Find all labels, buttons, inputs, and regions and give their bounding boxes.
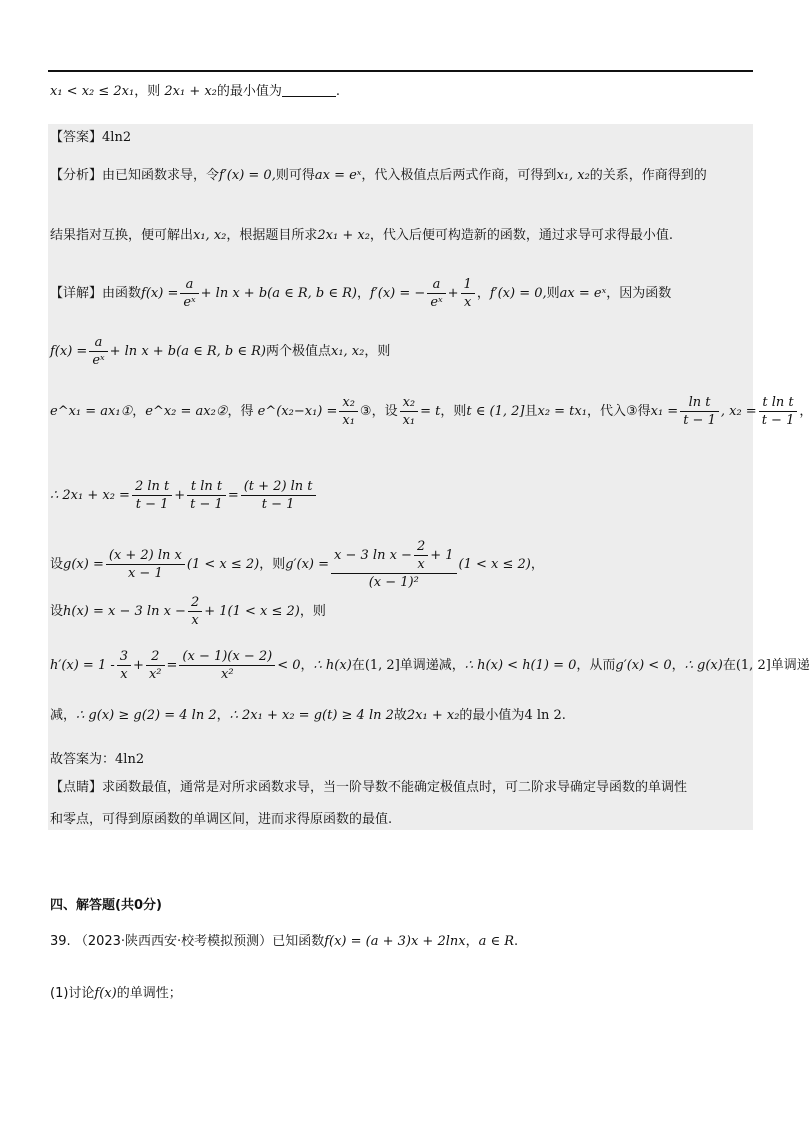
comment-label: 【点睛】 — [50, 780, 103, 795]
detail-line-3: e^x₁ = ax₁①，e^x₂ = ax₂②，得 e^(x₂−x₁) = $\frac{\text{x₂}}{\text{x₁}}$ ③，设 $\frac{\text{x₂}}{\text{x₁}}$ = t，则t ∈ (1, 2]且x₂ = tx₁，代入③得x₁ = $\frac{\text{ln t}}{t - 1}$ , x₂ = $\frac{\text{t ln t}}{t - 1}$ ， — [50, 395, 812, 428]
detail-line-7: h′(x) = 1 - $\frac{3}{x}$ + $\frac{2}{\text{x²}}$ = $\frac{(x - 1)(x - 2)}{\text{x²}}$ < 0，∴ h(x)在(1, 2]单调递减，∴ h(x) < h(1) = 0，从而g′(x) < 0，∴ g(x)在(1, 2]单调递 — [50, 649, 810, 682]
question-part-1: (1)讨论f(x)的单调性； — [50, 986, 182, 1001]
answer-line — [50, 128, 131, 148]
detail-line-5: 设g(x) = $\frac{\text{(x + 2) ln x}}{x - 1}$ (1 < x ≤ 2)，则g′(x) = x − 3 ln x − $\frac{2}{x}$ + 1 (x − 1)² (1 < x ≤ 2)， — [50, 539, 544, 590]
question-39: 39. （2023·陕西西安·校考模拟预测）已知函数f(x) = (a + 3)x + 2lnx，a ∈ R. — [50, 934, 519, 949]
question-number: 39. — [50, 934, 71, 949]
section-header: 四、解答题(共0分) — [50, 898, 162, 913]
comment-line-1: 【点睛】求函数最值，通常是对所求函数求导，当一阶导数不能确定极值点时，可二阶求导确定导函数的单调性 — [50, 780, 688, 795]
detail-line-6: 设h(x) = x − 3 ln x − $\frac{2}{x}$ + 1(1 < x ≤ 2)，则 — [50, 595, 326, 628]
analysis-label: 【分析】 — [50, 168, 103, 183]
answer-label: 【答案】 — [50, 130, 103, 145]
detail-line-1: 【详解】由函数f(x) = $\frac{a}{\text{eˣ}}$ + ln x + b(a ∈ R, b ∈ R)，f′(x) = − $\frac{a}{\text{eˣ}}$ + $\frac{1}{x}$ ，f′(x) = 0,则ax = eˣ，因为函数 — [50, 277, 672, 310]
analysis-line-1: 【分析】由已知函数求导，令f′(x) = 0,则可得ax = eˣ，代入极值点后两式作商，可得到x₁, x₂的关系，作商得到的 — [50, 168, 707, 183]
question-source: （2023·陕西西安·校考模拟预测） — [74, 934, 273, 949]
detail-line-2: f(x) = $\frac{a}{\text{eˣ}}$ + ln x + b(a ∈ R, b ∈ R)两个极值点x₁, x₂，则 — [50, 335, 391, 368]
detail-label: 【详解】 — [50, 286, 103, 301]
problem-tail: x₁ < x₂ ≤ 2x₁，则 2x₁ + x₂的最小值为 . — [50, 84, 341, 99]
analysis-line-2: 结果指对互换，便可解出x₁, x₂，根据题目所求2x₁ + x₂，代入后便可构造新的函数，通过求导可求得最小值. — [50, 228, 674, 243]
answer-value: 4ln2 — [102, 130, 132, 145]
comment-line-2: 和零点，可得到原函数的单调区间，进而求得原函数的最值. — [50, 812, 393, 827]
header-rule — [48, 70, 753, 72]
detail-line-4: ∴ 2x₁ + x₂ = $\frac{\text{2 ln t}}{t - 1}$ + $\frac{\text{t ln t}}{t - 1}$ = $\frac{\text{(t + 2) ln t}}{t - 1}$ — [50, 478, 318, 513]
conclusion-line: 故答案为：4ln2 — [50, 752, 145, 767]
detail-line-8: 减，∴ g(x) ≥ g(2) = 4 ln 2，∴ 2x₁ + x₂ = g(t) ≥ 4 ln 2故2x₁ + x₂的最小值为4 ln 2. — [50, 708, 566, 723]
answer-blank — [282, 82, 336, 97]
